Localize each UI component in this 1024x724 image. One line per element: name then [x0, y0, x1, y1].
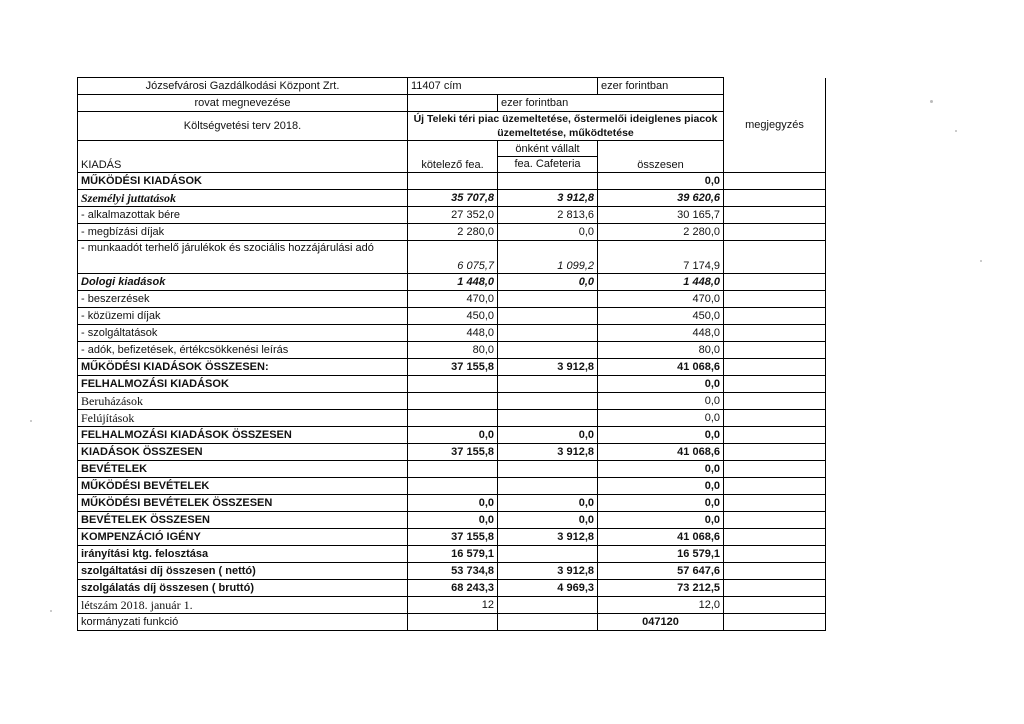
row-label: Felújítások — [78, 410, 408, 427]
cell-onkent: 3 912,8 — [498, 529, 598, 546]
blank-cell — [408, 95, 498, 112]
cell-onkent — [498, 478, 598, 495]
table-row — [78, 427, 826, 444]
cell-kotelezo — [408, 173, 498, 190]
cell-kotelezo: 27 352,0 — [408, 207, 498, 224]
cell-kotelezo — [408, 410, 498, 427]
cell-onkent: 3 912,8 — [498, 444, 598, 461]
cell-onkent — [498, 410, 598, 427]
cell-kotelezo — [408, 614, 498, 631]
table-row — [78, 359, 826, 376]
cell-kotelezo — [408, 478, 498, 495]
cell-megjegyzes — [724, 597, 826, 614]
table-row — [78, 410, 826, 427]
row-label: BEVÉTELEK ÖSSZESEN — [78, 512, 408, 529]
cell-kotelezo: 6 075,7 — [408, 241, 498, 274]
cell-kotelezo: 16 579,1 — [408, 546, 498, 563]
cell-onkent — [498, 342, 598, 359]
table-row — [78, 580, 826, 597]
cell-osszesen: 2 280,0 — [598, 224, 724, 241]
table-row — [78, 444, 826, 461]
table-row — [78, 529, 826, 546]
table-row — [78, 207, 826, 224]
table-row — [78, 393, 826, 410]
cell-osszesen: 0,0 — [598, 427, 724, 444]
table-row — [78, 563, 826, 580]
cell-onkent — [498, 308, 598, 325]
cell-megjegyzes — [724, 444, 826, 461]
cell-osszesen: 047120 — [598, 614, 724, 631]
row-label: - megbízási díjak — [78, 224, 408, 241]
row-label: MŰKÖDÉSI KIADÁSOK — [78, 173, 408, 190]
scan-noise — [930, 100, 933, 103]
cell-kotelezo: 470,0 — [408, 291, 498, 308]
cell-onkent — [498, 461, 598, 478]
cell-onkent — [498, 376, 598, 393]
row-label: MŰKÖDÉSI BEVÉTELEK ÖSSZESEN — [78, 495, 408, 512]
cell-kotelezo: 0,0 — [408, 512, 498, 529]
cell-onkent — [498, 546, 598, 563]
col-osszesen: összesen — [598, 141, 724, 173]
cell-megjegyzes — [724, 546, 826, 563]
row-label: KIADÁSOK ÖSSZESEN — [78, 444, 408, 461]
cell-osszesen: 30 165,7 — [598, 207, 724, 224]
cell-megjegyzes — [724, 495, 826, 512]
cell-megjegyzes — [724, 461, 826, 478]
cell-osszesen: 41 068,6 — [598, 529, 724, 546]
cell-osszesen: 450,0 — [598, 308, 724, 325]
row-label: Személyi juttatások — [78, 190, 408, 207]
cell-megjegyzes — [724, 580, 826, 597]
cell-onkent: 4 969,3 — [498, 580, 598, 597]
col-kotelezo: kötelező fea. — [408, 141, 498, 173]
cell-kotelezo: 12 — [408, 597, 498, 614]
cell-megjegyzes — [724, 478, 826, 495]
cim-label: 11407 cím — [408, 78, 598, 95]
cell-osszesen: 0,0 — [598, 461, 724, 478]
row-label: - közüzemi díjak — [78, 308, 408, 325]
cell-megjegyzes — [724, 563, 826, 580]
cell-osszesen: 73 212,5 — [598, 580, 724, 597]
cell-kotelezo: 448,0 — [408, 325, 498, 342]
table-row — [78, 274, 826, 291]
table-row — [78, 495, 826, 512]
cell-kotelezo: 0,0 — [408, 495, 498, 512]
cell-megjegyzes — [724, 359, 826, 376]
table-row — [78, 325, 826, 342]
cell-onkent — [498, 325, 598, 342]
cell-kotelezo: 0,0 — [408, 427, 498, 444]
row-label: - adók, befizetések, értékcsökkenési leírás — [78, 342, 408, 359]
cell-kotelezo — [408, 461, 498, 478]
budget-sheet — [77, 77, 826, 631]
company-name: Józsefvárosi Gazdálkodási Központ Zrt. — [78, 78, 408, 95]
cell-onkent: 3 912,8 — [498, 190, 598, 207]
table-row — [78, 308, 826, 325]
cell-megjegyzes — [724, 393, 826, 410]
cell-onkent — [498, 614, 598, 631]
cell-osszesen: 1 448,0 — [598, 274, 724, 291]
table-row — [78, 190, 826, 207]
col-onkent: önként vállalt — [498, 142, 597, 157]
row-label: létszám 2018. január 1. — [78, 597, 408, 614]
cell-megjegyzes — [724, 614, 826, 631]
cell-onkent — [498, 393, 598, 410]
cell-megjegyzes — [724, 207, 826, 224]
cell-onkent: 0,0 — [498, 427, 598, 444]
col-onkent-cell — [498, 141, 598, 173]
cell-megjegyzes — [724, 325, 826, 342]
table-row — [78, 173, 826, 190]
cell-osszesen: 80,0 — [598, 342, 724, 359]
table-row — [78, 241, 826, 274]
cell-osszesen: 470,0 — [598, 291, 724, 308]
cell-megjegyzes — [724, 274, 826, 291]
cell-kotelezo: 2 280,0 — [408, 224, 498, 241]
cell-osszesen: 0,0 — [598, 376, 724, 393]
table-row — [78, 342, 826, 359]
cell-megjegyzes — [724, 376, 826, 393]
cell-kotelezo: 35 707,8 — [408, 190, 498, 207]
cell-osszesen: 0,0 — [598, 410, 724, 427]
row-label: BEVÉTELEK — [78, 461, 408, 478]
cell-megjegyzes — [724, 342, 826, 359]
cell-onkent: 3 912,8 — [498, 359, 598, 376]
cell-osszesen: 0,0 — [598, 512, 724, 529]
cell-onkent: 2 813,6 — [498, 207, 598, 224]
cell-onkent: 0,0 — [498, 274, 598, 291]
row-label: - szolgáltatások — [78, 325, 408, 342]
cell-megjegyzes — [724, 512, 826, 529]
cell-kotelezo: 37 155,8 — [408, 444, 498, 461]
cell-osszesen: 0,0 — [598, 173, 724, 190]
cell-megjegyzes — [724, 308, 826, 325]
cell-onkent: 0,0 — [498, 512, 598, 529]
cell-megjegyzes — [724, 173, 826, 190]
cell-kotelezo: 450,0 — [408, 308, 498, 325]
cell-megjegyzes — [724, 427, 826, 444]
row-label: KOMPENZÁCIÓ IGÉNY — [78, 529, 408, 546]
cell-kotelezo — [408, 393, 498, 410]
cell-osszesen: 41 068,6 — [598, 359, 724, 376]
scan-noise — [30, 420, 32, 422]
cell-megjegyzes — [724, 190, 826, 207]
cell-kotelezo: 1 448,0 — [408, 274, 498, 291]
cell-osszesen: 0,0 — [598, 495, 724, 512]
kiadas-header: KIADÁS — [78, 141, 408, 173]
table-row — [78, 376, 826, 393]
unit-sub: ezer forintban — [498, 95, 724, 112]
cell-kotelezo: 68 243,3 — [408, 580, 498, 597]
cell-megjegyzes — [724, 291, 826, 308]
unit-top: ezer forintban — [598, 78, 724, 95]
cell-osszesen: 0,0 — [598, 393, 724, 410]
cell-osszesen: 7 174,9 — [598, 241, 724, 274]
row-label: szolgálatás díj összesen ( bruttó) — [78, 580, 408, 597]
table-row — [78, 597, 826, 614]
row-label: FELHALMOZÁSI KIADÁSOK — [78, 376, 408, 393]
row-label: Dologi kiadások — [78, 274, 408, 291]
row-label: - beszerzések — [78, 291, 408, 308]
cell-onkent: 0,0 — [498, 495, 598, 512]
scan-noise — [50, 610, 52, 612]
col-fea: fea. Cafeteria — [514, 158, 581, 170]
cell-osszesen: 0,0 — [598, 478, 724, 495]
cell-kotelezo: 37 155,8 — [408, 359, 498, 376]
cell-kotelezo — [408, 376, 498, 393]
cell-osszesen: 57 647,6 — [598, 563, 724, 580]
row-label: FELHALMOZÁSI KIADÁSOK ÖSSZESEN — [78, 427, 408, 444]
row-label: MŰKÖDÉSI BEVÉTELEK — [78, 478, 408, 495]
rovat-header: rovat megnevezése — [78, 95, 408, 112]
row-label: Beruházások — [78, 393, 408, 410]
cell-osszesen: 12,0 — [598, 597, 724, 614]
budget-table — [77, 77, 826, 631]
cell-megjegyzes — [724, 410, 826, 427]
scan-noise — [980, 260, 982, 262]
cell-onkent — [498, 597, 598, 614]
cell-megjegyzes — [724, 224, 826, 241]
table-row — [78, 546, 826, 563]
cell-onkent: 3 912,8 — [498, 563, 598, 580]
cell-osszesen: 448,0 — [598, 325, 724, 342]
cell-onkent — [498, 291, 598, 308]
row-label: - alkalmazottak bére — [78, 207, 408, 224]
cell-onkent: 0,0 — [498, 224, 598, 241]
table-row — [78, 291, 826, 308]
budget-plan-header: Költségvetési terv 2018. — [78, 112, 408, 141]
cell-osszesen: 39 620,6 — [598, 190, 724, 207]
table-row — [78, 224, 826, 241]
project-title: Új Teleki téri piac üzemeltetése, őstermelői ideiglenes piacok üzemeltetése, működtetése — [408, 112, 724, 141]
table-row — [78, 461, 826, 478]
row-label: szolgáltatási díj összesen ( nettó) — [78, 563, 408, 580]
cell-kotelezo: 80,0 — [408, 342, 498, 359]
cell-kotelezo: 37 155,8 — [408, 529, 498, 546]
row-label: kormányzati funkció — [78, 614, 408, 631]
megjegyzes-header: megjegyzés — [724, 78, 826, 173]
scan-noise — [955, 130, 957, 132]
cell-onkent: 1 099,2 — [498, 241, 598, 274]
cell-megjegyzes — [724, 241, 826, 274]
cell-onkent — [498, 173, 598, 190]
table-row — [78, 614, 826, 631]
table-row — [78, 478, 826, 495]
cell-megjegyzes — [724, 529, 826, 546]
row-label: MŰKÖDÉSI KIADÁSOK ÖSSZESEN: — [78, 359, 408, 376]
table-row — [78, 512, 826, 529]
cell-osszesen: 16 579,1 — [598, 546, 724, 563]
row-label: irányítási ktg. felosztása — [78, 546, 408, 563]
cell-kotelezo: 53 734,8 — [408, 563, 498, 580]
cell-osszesen: 41 068,6 — [598, 444, 724, 461]
row-label: - munkaadót terhelő járulékok és szociális hozzájárulási adó — [78, 241, 408, 274]
